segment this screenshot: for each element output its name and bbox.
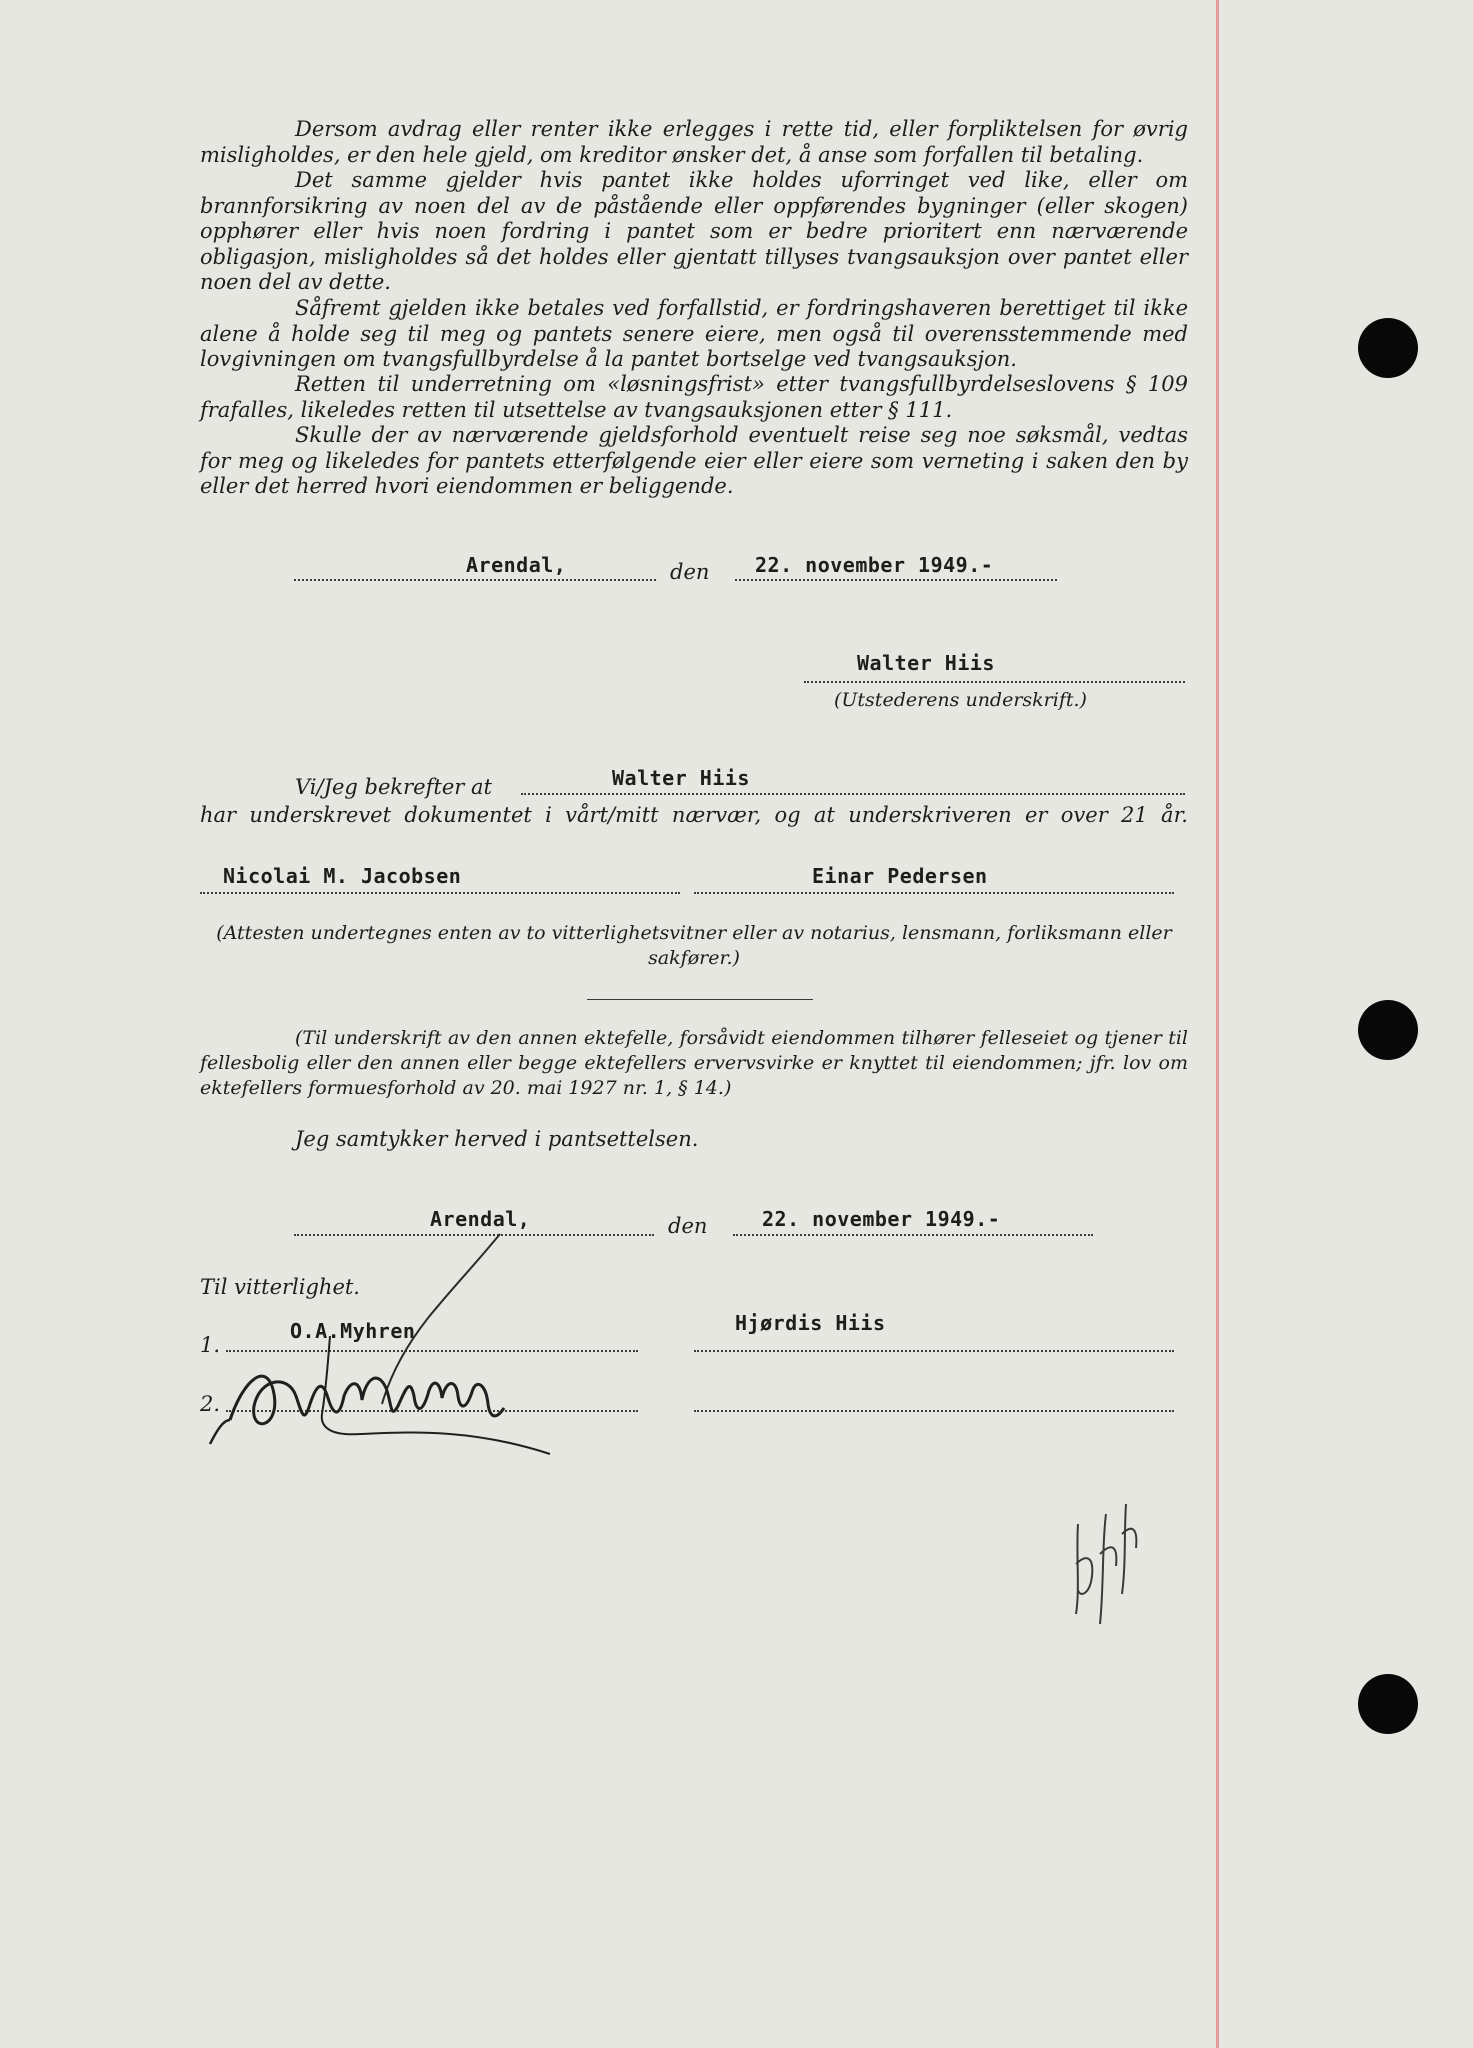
issue-place: Arendal, (466, 553, 567, 577)
paragraph-release-deadline: Retten til underretning om «løsningsfrist» etter tvangsfullbyrdelseslovens § 109 frafalles, likeledes retten til utsettelse av tvangsauksjonen etter § 111. (200, 372, 1188, 422)
handwritten-initials (1066, 1494, 1146, 1644)
spouse-date-line (733, 1234, 1093, 1236)
attestation-prefix: Vi/Jeg bekrefter at (295, 775, 492, 799)
margin-line (1216, 0, 1219, 2048)
paragraph-venue: Skulle der av nærværende gjeldsforhold eventuelt reise seg noe søksmål, vedtas for meg og likeledes for pantets etterfølgende eier eller eiere som verneting i saken den by eller det herred hvori eiendommen er beliggende. (200, 423, 1188, 498)
witness-1-number: 1. (200, 1333, 221, 1357)
den-label: den (670, 560, 710, 584)
witness-2-line (694, 892, 1174, 894)
spouse-place: Arendal, (430, 1207, 531, 1231)
spouse-signer-line (694, 1350, 1174, 1352)
section-divider (587, 999, 813, 1000)
witness-2-name: Einar Pedersen (812, 864, 988, 888)
place-line (294, 579, 656, 581)
issuer-signature-caption: (Utstederens underskrift.) (834, 689, 1087, 711)
attestation-name-line (521, 793, 1185, 795)
issue-date: 22. november 1949.- (755, 553, 994, 577)
paragraph-collateral: Det samme gjelder hvis pantet ikke holdes uforringet ved like, eller om brannforsikring av noen del av de påstående eller oppførendes bygninger (eller skogen) opphører eller hvis noen fordring i pantet som er bedre prioritert enn nærværende obligasjon, misligholdes så det holdes eller gjentatt tillyses tvangsauksjon over pantet eller noen del av dette. (200, 168, 1188, 294)
witness-2-number: 2. (200, 1392, 221, 1416)
spouse-note: (Til underskrift av den annen ektefelle, forsåvidt eiendommen tilhører felleseiet og tjener til fellesbolig eller den annen eller begge ektefellers ervervsvirke er knyttet til eiendommen; jfr. lov om ektefellers formuesforhold av 20. mai 1927 nr. 1, § 14.) (200, 1027, 1188, 1099)
issuer-signature-name: Walter Hiis (857, 651, 995, 675)
spouse-den-label: den (668, 1214, 708, 1238)
attestation-continuation: har underskrevet dokumentet i vårt/mitt nærvær, og at underskriveren er over 21 år. (200, 803, 1188, 827)
witness-1-line (200, 892, 680, 894)
attestation-note: (Attesten undertegnes enten av to vitterlighetsvitner eller av notarius, lensmann, forliksmann eller sakfører.) (216, 922, 1172, 969)
punch-hole (1358, 318, 1418, 378)
spouse-signer-name: Hjørdis Hiis (735, 1311, 886, 1335)
spouse-date: 22. november 1949.- (762, 1207, 1001, 1231)
punch-hole (1358, 1674, 1418, 1734)
attestation-name: Walter Hiis (612, 766, 750, 790)
witness-label: Til vitterlighet. (200, 1275, 360, 1299)
consent-statement: Jeg samtykker herved i pantsettelsen. (295, 1127, 699, 1151)
punch-hole (1358, 1000, 1418, 1060)
issuer-signature-line (804, 681, 1185, 683)
date-line (735, 579, 1057, 581)
paragraph-default: Dersom avdrag eller renter ikke erlegges i rette tid, eller forpliktelsen for øvrig misligholdes, er den hele gjeld, om kreditor ønsker det, å anse som forfallen til betaling. (200, 117, 1188, 167)
spouse-witness-1-name: O.A.Myhren (290, 1319, 416, 1343)
paragraph-enforcement: Såfremt gjelden ikke betales ved forfallstid, er fordringshaveren berettiget til ikke alene å holde seg til meg og pantets senere eiere, men også til overensstemmende med lovgivningen om tvangsfullbyrdelse å la pantet bortselge ved tvangsauksjon. (200, 296, 1188, 371)
handwritten-witness-signature (210, 1228, 610, 1468)
spouse-second-line (694, 1410, 1174, 1412)
witness-1-name: Nicolai M. Jacobsen (223, 864, 462, 888)
